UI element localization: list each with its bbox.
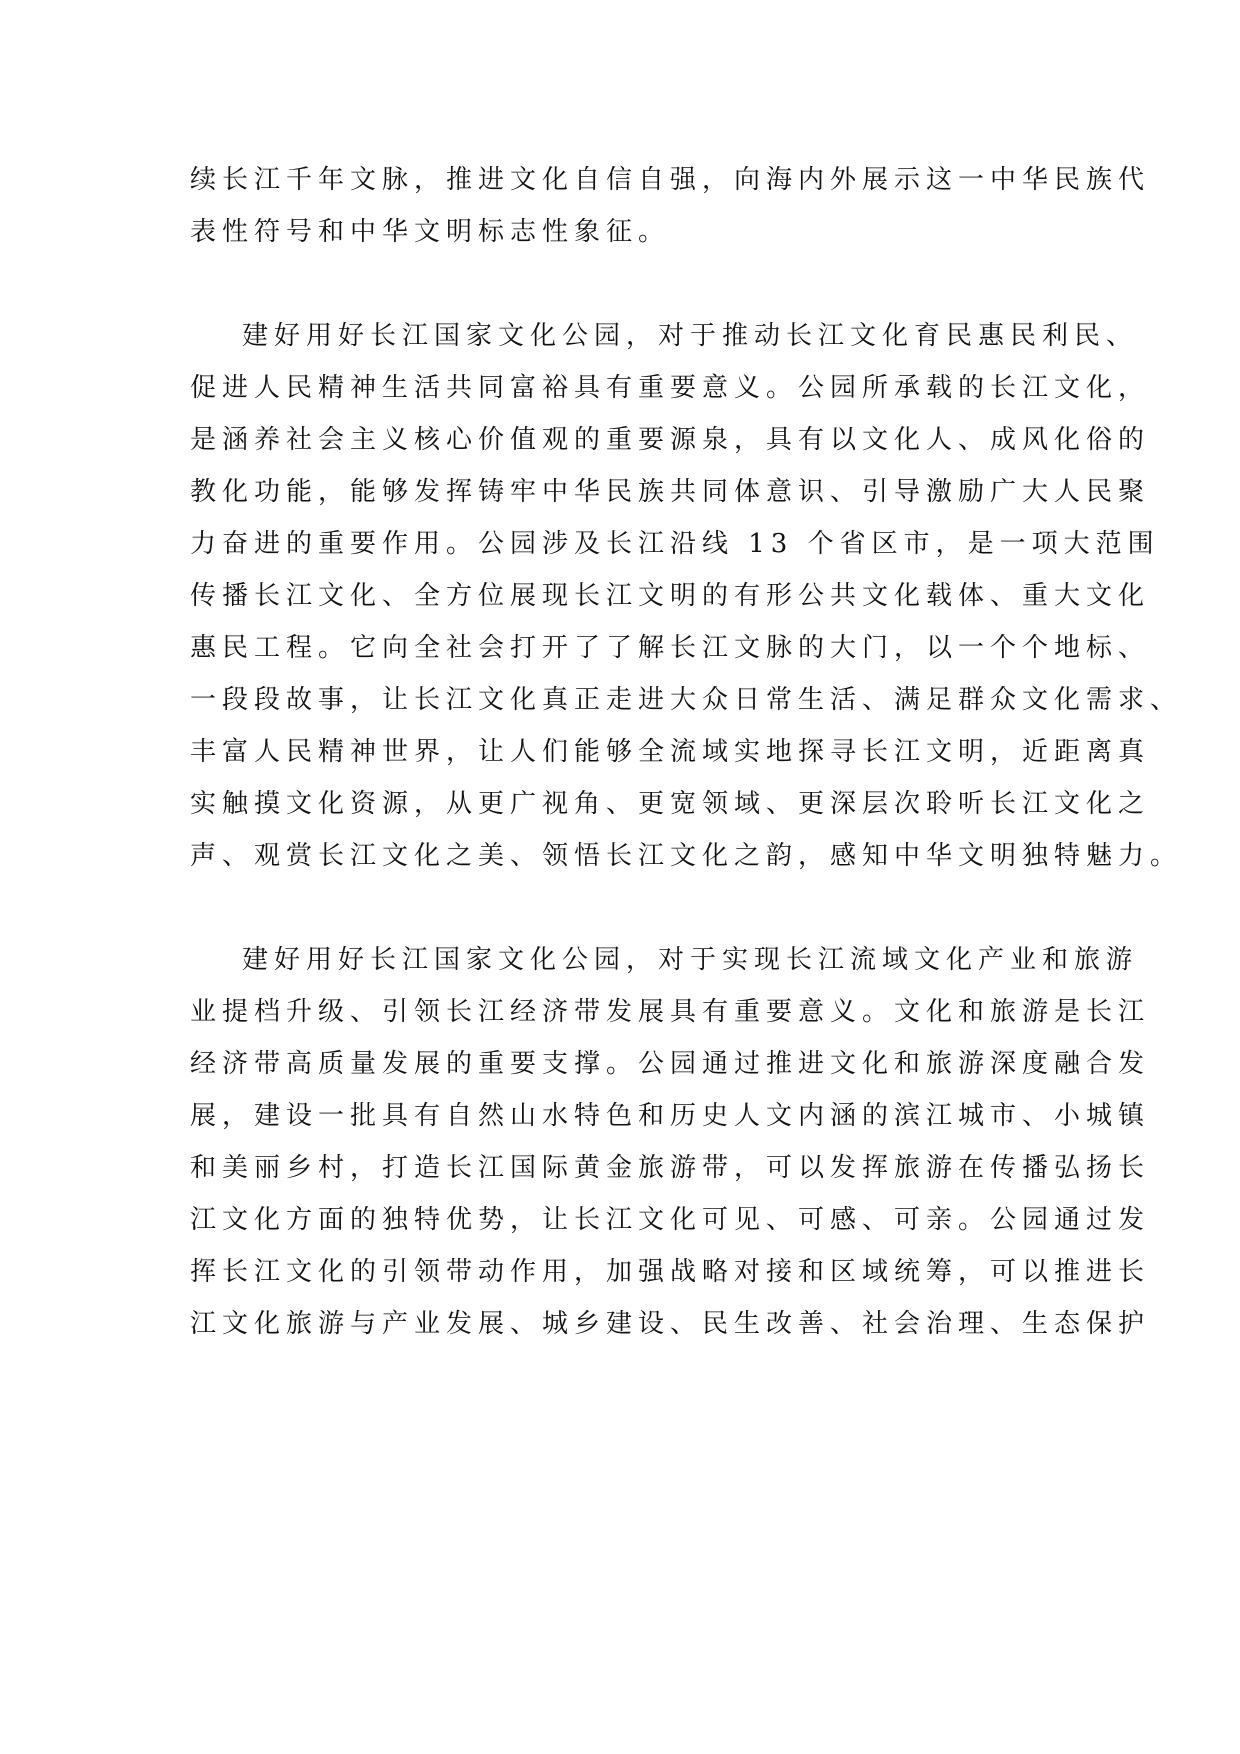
text-line: 业提档升级、引领长江经济带发展具有重要意义。文化和旅游是长江 <box>190 997 1151 1027</box>
text-line: 和美丽乡村，打造长江国际黄金旅游带，可以发挥旅游在传播弘扬长 <box>190 1153 1151 1183</box>
text-line: 江文化旅游与产业发展、城乡建设、民生改善、社会治理、生态保护 <box>190 1309 1151 1339</box>
paragraph-3 <box>190 934 1151 1350</box>
paragraph-2 <box>190 310 1183 882</box>
text-line: 续长江千年文脉，推进文化自信自强，向海内外展示这一中华民族代 <box>190 165 1151 195</box>
text-line: 经济带高质量发展的重要支撑。公园通过推进文化和旅游深度融合发 <box>190 1049 1151 1079</box>
text-line: 是涵养社会主义核心价值观的重要源泉，具有以文化人、成风化俗的 <box>190 425 1151 455</box>
text-line: 丰富人民精神世界，让人们能够全流域实地探寻长江文明，近距离真 <box>190 737 1151 767</box>
paragraph-1 <box>190 154 1151 258</box>
paragraph-spacer <box>190 258 1060 310</box>
text-line: 力奋进的重要作用。公园涉及长江沿线 13 个省区市，是一项大范围 <box>190 529 1160 559</box>
paragraph-spacer <box>190 882 1060 934</box>
text-line: 传播长江文化、全方位展现长江文明的有形公共文化载体、重大文化 <box>190 581 1151 611</box>
text-line: 挥长江文化的引领带动作用，加强战略对接和区域统筹，可以推进长 <box>190 1257 1151 1287</box>
text-line: 一段段故事，让长江文化真正走进大众日常生活、满足群众文化需求、 <box>190 685 1183 715</box>
text-line: 实触摸文化资源，从更广视角、更宽领域、更深层次聆听长江文化之 <box>190 789 1151 819</box>
document-body <box>190 154 1183 1350</box>
text-line: 建好用好长江国家文化公园，对于推动长江文化育民惠民利民、 <box>242 321 1139 351</box>
text-line: 表性符号和中华文明标志性象征。 <box>190 217 671 247</box>
text-line: 展，建设一批具有自然山水特色和历史人文内涵的滨江城市、小城镇 <box>190 1101 1151 1131</box>
text-line: 教化功能，能够发挥铸牢中华民族共同体意识、引导激励广大人民聚 <box>190 477 1151 507</box>
text-line: 建好用好长江国家文化公园，对于实现长江流域文化产业和旅游 <box>242 945 1139 975</box>
text-line: 声、观赏长江文化之美、领悟长江文化之韵，感知中华文明独特魅力。 <box>190 841 1183 871</box>
text-line: 促进人民精神生活共同富裕具有重要意义。公园所承载的长江文化， <box>190 373 1151 403</box>
text-line: 惠民工程。它向全社会打开了了解长江文脉的大门，以一个个地标、 <box>190 633 1151 663</box>
text-line: 江文化方面的独特优势，让长江文化可见、可感、可亲。公园通过发 <box>190 1205 1151 1235</box>
